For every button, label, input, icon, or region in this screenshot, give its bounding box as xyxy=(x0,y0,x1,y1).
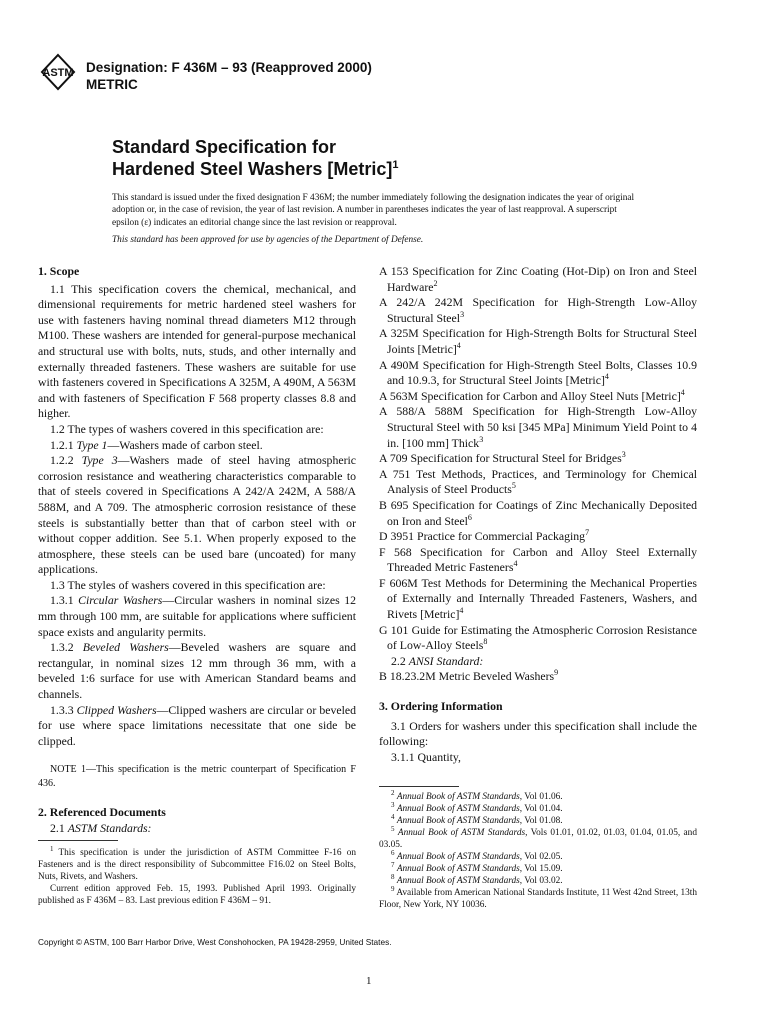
reference-mark: 6 xyxy=(467,512,472,522)
paragraph-1-2-1 xyxy=(38,438,356,454)
footnote-text: , Vols 01.01, 01.02, 01.03, 01.04, 01.05, and 03.05. xyxy=(379,828,697,850)
approved-note: This standard has been approved for use by agencies of the Department of Defense. xyxy=(112,235,424,245)
paragraph-1-3: 1.3 The styles of washers covered in this specification are: xyxy=(50,577,326,592)
clause-number: 1.2.2 xyxy=(50,453,74,468)
footnote-text: Available from American National Standards Institute, 11 West 42nd Street, 13th Floor, New York, NY 10036. xyxy=(379,888,698,910)
page-number: 1 xyxy=(366,975,372,987)
footnote-7 xyxy=(379,860,697,875)
reference-item xyxy=(379,295,697,326)
clause-number: 1.3.3 xyxy=(50,702,74,717)
clause-term: ASTM Standards: xyxy=(67,821,152,835)
reference-mark: 8 xyxy=(483,637,488,647)
reference-text: A 588/A 588M Specification for High-Strength Low-Alloy Structural Steel with 50 ksi [345 MPa] Minimum Yield Point to 4 in. [100 mm] Thick xyxy=(379,404,697,450)
reference-text: A 490M Specification for High-Strength Steel Bolts, Classes 10.9 and 10.9.3, for Structural Steel Joints [Metric] xyxy=(379,357,697,388)
clause-text: —Washers made of carbon steel. xyxy=(107,437,263,452)
reference-item xyxy=(379,404,697,451)
reference-text: A 242/A 242M Specification for High-Strength Low-Alloy Structural Steel xyxy=(379,295,697,325)
document-title xyxy=(112,136,399,180)
note-1: NOTE 1—This specification is the metric counterpart of Specification F 436. xyxy=(38,764,356,790)
reference-text: A 563M Specification for Carbon and Alloy Steel Nuts [Metric] xyxy=(379,388,681,403)
footnote-book-title: Annual Book of ASTM Standards xyxy=(396,816,520,826)
clause-term: Clipped Washers xyxy=(76,702,157,717)
reference-text: B 695 Specification for Coatings of Zinc Mechanically Deposited on Iron and Steel xyxy=(379,497,697,528)
paragraph-1-2: 1.2 The types of washers covered in this specification are: xyxy=(50,421,324,436)
right-column xyxy=(379,264,697,765)
issued-note: This standard is issued under the fixed designation F 436M; the number immediately following the designation indicates the year of original adoption or, in the case of revision, the year of last revision. A number in parentheses indicates the year of last reapproval. A superscript epsilon (ε) indicates an editorial change since the last revision or reapproval. xyxy=(112,193,635,228)
footnote-text: , Vol 01.04. xyxy=(519,804,563,814)
reference-mark: 5 xyxy=(511,481,516,491)
footnote-rule-left xyxy=(38,840,118,841)
clause-number: 1.2.1 xyxy=(50,437,74,452)
reference-text: B 18.23.2M Metric Beveled Washers xyxy=(379,669,555,684)
footnote-4 xyxy=(379,812,697,827)
footnote-mark: 9 xyxy=(391,884,395,893)
paragraph-1-3-1 xyxy=(38,593,356,640)
footnote-text: , Vol 15.09. xyxy=(519,864,563,874)
reference-mark: 3 xyxy=(621,450,626,460)
clause-term: Type 3 xyxy=(81,453,118,468)
reference-mark: 4 xyxy=(680,387,685,397)
footnote-mark: 6 xyxy=(391,848,395,857)
paragraph-3-1-1: 3.1.1 Quantity, xyxy=(391,749,462,764)
reference-text: G 101 Guide for Estimating the Atmospheric Corrosion Resistance of Low-Alloy Steels xyxy=(379,622,697,653)
paragraph-2-1 xyxy=(38,821,356,837)
footnote-book-title: Annual Book of ASTM Standards xyxy=(396,876,520,886)
reference-item xyxy=(379,545,697,576)
footnote-mark: 5 xyxy=(391,824,395,833)
title-text: Hardened Steel Washers [Metric] xyxy=(112,159,393,179)
reference-item xyxy=(379,498,697,529)
reference-mark: 3 xyxy=(460,309,465,319)
reference-item xyxy=(379,358,697,389)
footnote-mark: 4 xyxy=(391,812,395,821)
ansi-reference xyxy=(379,669,697,685)
paragraph-1-3-3 xyxy=(38,703,356,750)
paragraph-1-3-2 xyxy=(38,640,356,702)
footnote-5 xyxy=(379,824,697,851)
astm-reference-list xyxy=(379,264,697,654)
reference-mark: 4 xyxy=(459,606,464,616)
footnote-3 xyxy=(379,800,697,815)
paragraph-3-1: 3.1 Orders for washers under this specification shall include the following: xyxy=(379,718,697,749)
designation-block xyxy=(86,59,372,93)
footnote-book-title: Annual Book of ASTM Standards xyxy=(396,852,520,862)
reference-mark: 7 xyxy=(585,528,590,538)
reference-text: A 709 Specification for Structural Steel for Bridges xyxy=(379,451,622,466)
metric-label: METRIC xyxy=(86,77,138,92)
ordering-heading: 3. Ordering Information xyxy=(379,699,503,714)
designation: Designation: F 436M – 93 (Reapproved 2000) xyxy=(86,60,372,75)
paragraph-2-2 xyxy=(379,654,697,670)
reference-mark: 4 xyxy=(604,372,609,382)
reference-text: A 325M Specification for High-Strength Bolts for Structural Steel Joints [Metric] xyxy=(379,326,697,356)
clause-text: —Washers made of steel having atmospheric corrosion resistance and weathering characteristics comparable to that of steels covered in Specifications A 242/A 242M, A 588/A 588M, and A 709. The atmospheric corrosion resistance of these steels is substantially better than that of carbon steel with or without copper addition. See 5.1. When properly exposed to the atmosphere, these steels can be used bare (uncoated) for many applications. xyxy=(38,453,357,577)
reference-mark: 3 xyxy=(479,434,484,444)
footnote-text: , Vol 01.06. xyxy=(519,792,563,802)
left-column xyxy=(38,264,356,837)
clause-number: 2.1 xyxy=(50,821,65,835)
clause-number: 1.3.1 xyxy=(50,593,74,608)
footnote-1-edition: Current edition approved Feb. 15, 1993. Published April 1993. Originally published as F 436M – 83. Last previous edition F 436M – 91. xyxy=(38,884,356,906)
footnote-8 xyxy=(379,872,697,887)
right-footnotes xyxy=(379,788,698,911)
clause-term: ANSI Standard: xyxy=(408,653,484,668)
reference-item xyxy=(379,326,697,357)
reference-text: A 153 Specification for Zinc Coating (Hot-Dip) on Iron and Steel Hardware xyxy=(379,264,697,294)
reference-mark: 4 xyxy=(513,559,518,569)
scope-heading: 1. Scope xyxy=(38,264,80,278)
footnote-text: This specification is under the jurisdiction of ASTM Committee F-16 on Fasteners and is the direct responsibility of Subcommittee F16.02 on Steel Bolts, Nuts, Rivets, and Washers. xyxy=(38,848,356,882)
reference-item xyxy=(379,623,697,654)
footnote-mark: 2 xyxy=(391,788,395,797)
svg-text:ASTM: ASTM xyxy=(42,67,74,79)
reference-text: F 606M Test Methods for Determining the Mechanical Properties of Externally and Internally Threaded Fasteners, Washers, and Rivets [Metric] xyxy=(379,575,697,622)
footnote-1 xyxy=(38,844,356,883)
clause-number: 2.2 xyxy=(391,653,406,668)
footnote-mark: 3 xyxy=(391,800,395,809)
footnote-book-title: Annual Book of ASTM Standards xyxy=(396,804,520,814)
reference-item xyxy=(379,264,697,295)
footnote-6 xyxy=(379,848,697,863)
reference-item xyxy=(379,529,697,545)
referenced-documents-heading: 2. Referenced Documents xyxy=(38,805,166,820)
paragraph-1-2-2 xyxy=(38,453,356,578)
reference-item xyxy=(379,576,697,623)
paragraph-1-1: 1.1 This specification covers the chemical, mechanical, and dimensional requirements for metric hardened steel washers for use with fasteners having nominal thread diameters M12 through M100. These washers are intended for general-purpose mechanical and structural use with bolts, nuts, studs, and other internally and externally threaded fasteners. These washers are suitable for use with fasteners covered in Specifications A 325M, A 490M, A 563M and with fasteners of Specification F 568 property classes 8.8 and higher. xyxy=(38,281,356,421)
reference-item xyxy=(379,389,697,405)
footnote-book-title: Annual Book of ASTM Standards xyxy=(396,792,520,802)
clause-text: —Beveled washers are square and rectangular, in nominal sizes 12 mm through 36 mm, with a beveled 1:6 surface for use with American Standard beams and channels. xyxy=(38,640,357,702)
clause-text: —Clipped washers are circular or beveled for use where space limitations necessitate that one side be clipped. xyxy=(38,702,356,748)
footnote-mark: 8 xyxy=(391,872,395,881)
reference-item xyxy=(379,467,697,498)
footnote-text: , Vol 03.02. xyxy=(519,876,563,886)
reference-mark: 2 xyxy=(433,278,438,288)
clause-term: Beveled Washers xyxy=(82,640,169,655)
reference-mark: 4 xyxy=(456,341,461,351)
title-line-2 xyxy=(112,158,399,180)
reference-text: D 3951 Practice for Commercial Packaging xyxy=(379,529,586,544)
title-line-1: Standard Specification for xyxy=(112,137,337,157)
title-footnote-mark: 1 xyxy=(392,159,399,171)
footnote-book-title: Annual Book of ASTM Standards xyxy=(396,864,520,874)
reference-mark: 9 xyxy=(554,668,559,678)
astm-logo xyxy=(38,52,78,92)
reference-text: A 751 Test Methods, Practices, and Terminology for Chemical Analysis of Steel Products xyxy=(379,466,697,497)
footnote-text: , Vol 02.05. xyxy=(519,852,563,862)
clause-term: Circular Washers xyxy=(78,593,163,608)
footnote-book-title: Annual Book of ASTM Standards xyxy=(397,828,526,838)
reference-text: F 568 Specification for Carbon and Alloy Steel Externally Threaded Metric Fasteners xyxy=(379,544,697,575)
footnote-text: , Vol 01.08. xyxy=(519,816,563,826)
footnote-9 xyxy=(379,884,698,911)
footnote-mark: 7 xyxy=(391,860,395,869)
reference-item xyxy=(379,451,697,467)
clause-term: Type 1 xyxy=(76,437,108,452)
footnote-mark: 1 xyxy=(50,844,54,853)
footnote-2 xyxy=(379,788,697,803)
footnote-rule-right xyxy=(379,786,459,787)
copyright-notice: Copyright © ASTM, 100 Barr Harbor Drive, West Conshohocken, PA 19428-2959, United States. xyxy=(38,937,392,947)
clause-number: 1.3.2 xyxy=(50,640,74,655)
clause-text: —Circular washers in nominal sizes 12 mm through 100 mm, are suitable for applications where sufficient space exists and angularity permits. xyxy=(38,593,357,639)
left-footnote xyxy=(38,844,356,907)
